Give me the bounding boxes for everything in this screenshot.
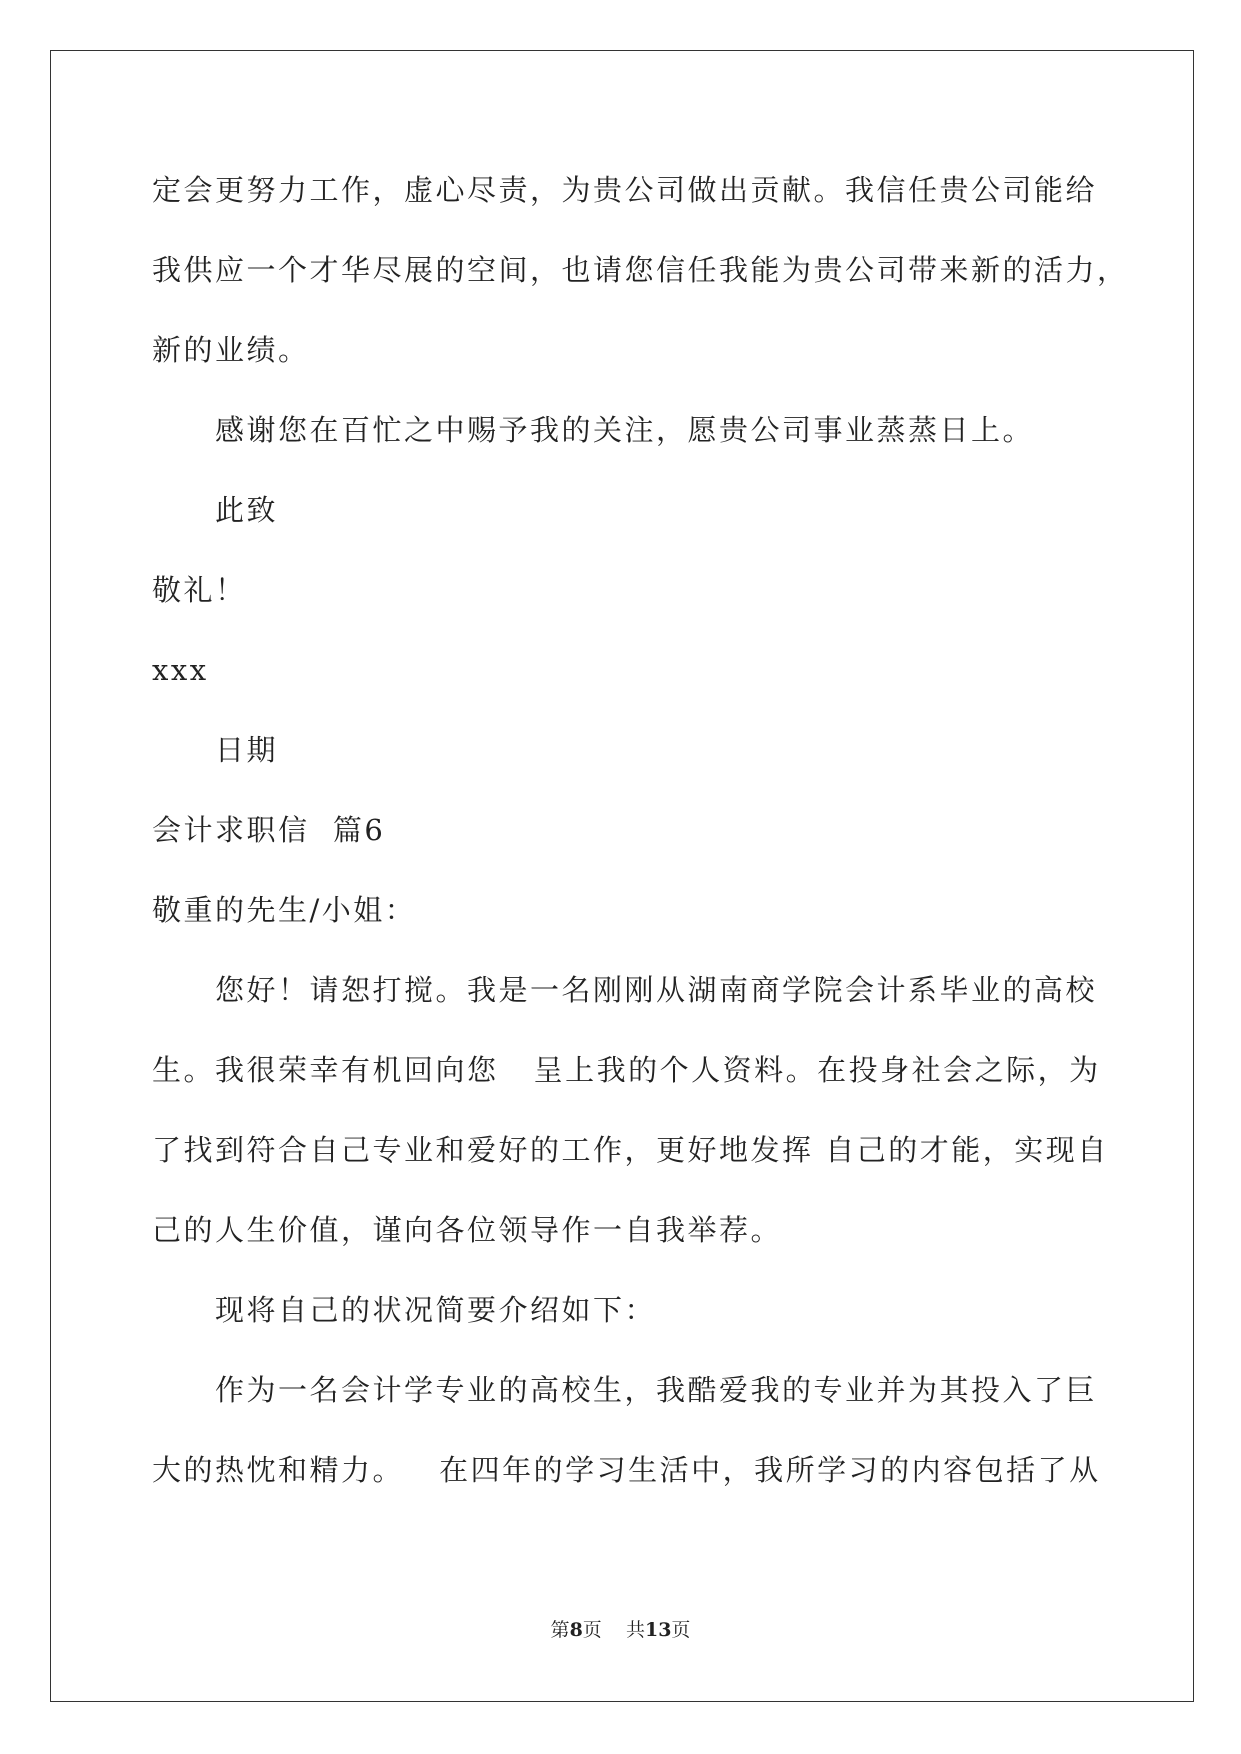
- signature-name: xxx: [152, 653, 209, 687]
- body-line-16: 作为一名会计学专业的高校生，我酷爱我的专业并为其投入了巨: [215, 1373, 1098, 1407]
- current-page-number: 8: [569, 1619, 583, 1641]
- signature-date: 日期: [215, 733, 279, 767]
- total-pages-number: 13: [644, 1619, 672, 1641]
- closing-jing-li: 敬礼！: [152, 573, 247, 607]
- body-line-12: 生。我很荣幸有机回向您 呈上我的个人资料。在投身社会之际，为: [152, 1053, 1101, 1087]
- body-line-2: 我供应一个才华尽展的空间，也请您信任我能为贵公司带来新的活力，: [152, 253, 1129, 287]
- page-footer: [0, 1618, 1241, 1642]
- footer-prefix: 第: [550, 1619, 570, 1641]
- body-line-13: 了找到符合自己专业和爱好的工作，更好地发挥 自己的才能，实现自: [152, 1133, 1109, 1167]
- section-heading: 会计求职信 篇6: [152, 813, 386, 847]
- footer-mid: 页 共: [582, 1619, 645, 1641]
- body-line-14: 己的人生价值，谨向各位领导作一自我举荐。: [152, 1213, 783, 1247]
- body-line-3: 新的业绩。: [152, 333, 310, 367]
- body-line-1: 定会更努力工作，虚心尽责，为贵公司做出贡献。我信任贵公司能给: [152, 173, 1098, 207]
- footer-suffix: 页: [671, 1619, 691, 1641]
- closing-ci-zhi: 此致: [215, 493, 279, 527]
- body-line-4: 感谢您在百忙之中赐予我的关注，愿贵公司事业蒸蒸日上。: [215, 413, 1035, 447]
- salutation: 敬重的先生/小姐：: [152, 893, 417, 927]
- body-line-15: 现将自己的状况简要介绍如下：: [215, 1293, 657, 1327]
- body-line-17: 大的热忱和精力。 在四年的学习生活中，我所学习的内容包括了从: [152, 1453, 1101, 1487]
- body-line-11: 您好！请恕打搅。我是一名刚刚从湖南商学院会计系毕业的高校: [215, 973, 1098, 1007]
